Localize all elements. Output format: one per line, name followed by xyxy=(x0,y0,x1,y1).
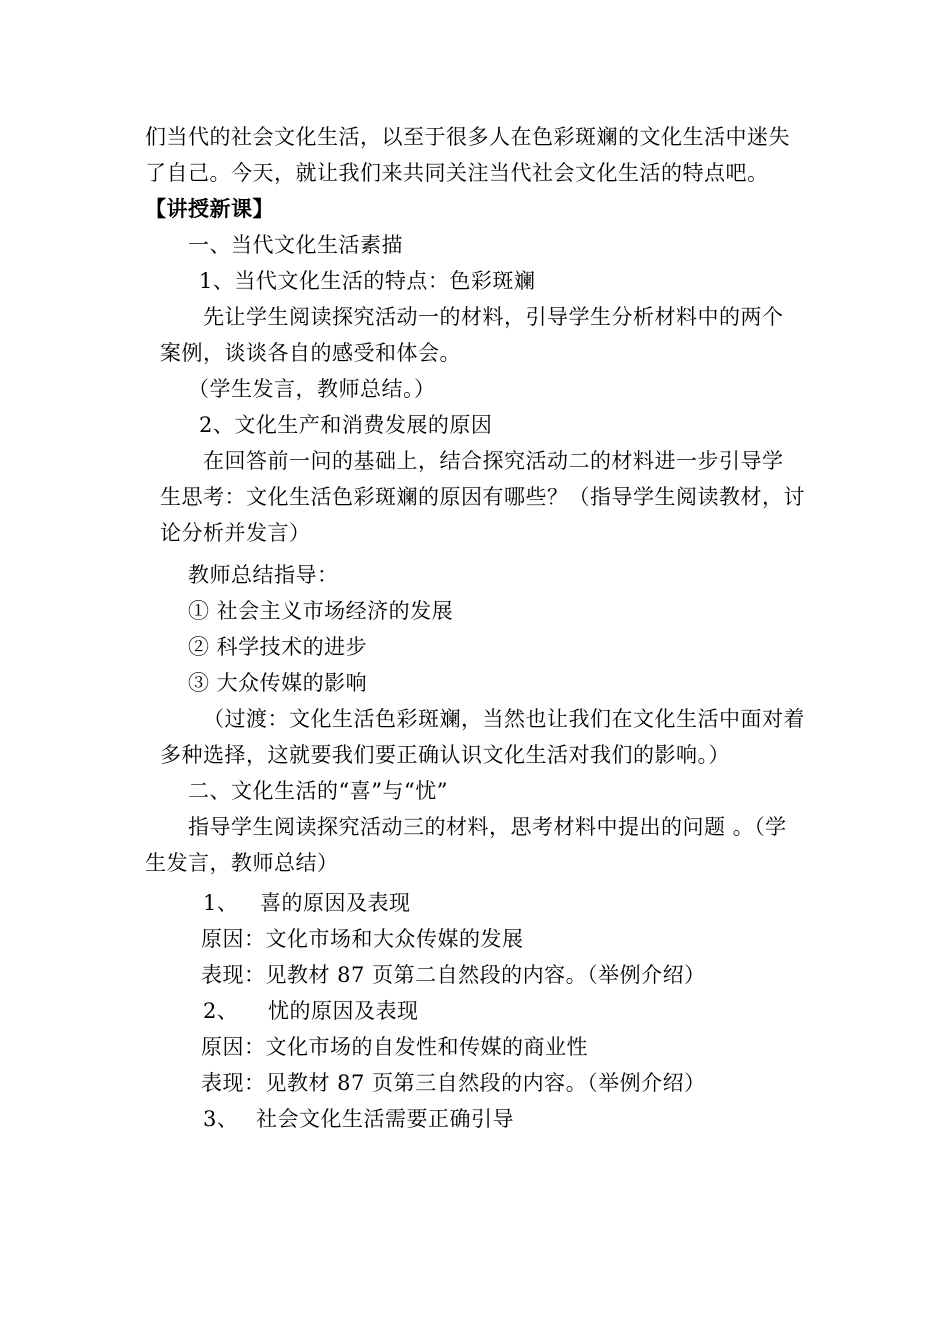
part1-note1: （学生发言，教师总结。） xyxy=(188,377,436,401)
part2-item1-show: 表现：见教材 87 页第二自然段的内容。（举例介绍） xyxy=(201,963,706,987)
reason-item-3: ③ 大众传媒的影响 xyxy=(188,671,368,695)
transition-line-2: 多种选择，这就要我们要正确认识文化生活对我们的影响。） xyxy=(160,743,730,767)
part2-item2-title: 忧的原因及表现 xyxy=(268,999,419,1023)
part2-item3-title: 社会文化生活需要正确引导 xyxy=(256,1107,514,1131)
part1-paragraph2-line1: 在回答前一问的基础上，结合探究活动二的材料进一步引导学 xyxy=(203,449,784,473)
part2-title: 二、文化生活的“喜”与“忧” xyxy=(188,779,448,803)
part1-item1: 1、当代文化生活的特点：色彩斑斓 xyxy=(199,269,536,293)
summary-label: 教师总结指导： xyxy=(188,563,339,587)
reason-item-2: ② 科学技术的进步 xyxy=(188,635,368,659)
part2-item3-number: 3、 xyxy=(203,1107,239,1131)
part2-item1-title: 喜的原因及表现 xyxy=(260,891,411,915)
part2-paragraph-line1: 指导学生阅读探究活动三的材料，思考材料中提出的问题 。（学 xyxy=(188,815,787,839)
part2-item1-cause: 原因：文化市场和大众传媒的发展 xyxy=(201,927,524,951)
part1-item2: 2、文化生产和消费发展的原因 xyxy=(199,413,493,437)
part1-paragraph1-line2: 案例，谈谈各自的感受和体会。 xyxy=(160,341,461,365)
section-heading: 【讲授新课】 xyxy=(145,196,274,221)
reason-item-1: ① 社会主义市场经济的发展 xyxy=(188,599,454,623)
part2-item2-show: 表现：见教材 87 页第三自然段的内容。（举例介绍） xyxy=(201,1071,706,1095)
transition-line-1: （过渡：文化生活色彩斑斓，当然也让我们在文化生活中面对着 xyxy=(203,707,805,731)
part1-paragraph2-line3: 论分析并发言） xyxy=(160,521,311,545)
part1-paragraph1-line1: 先让学生阅读探究活动一的材料，引导学生分析材料中的两个 xyxy=(203,305,784,329)
part2-paragraph-line2: 生发言，教师总结） xyxy=(145,851,339,875)
intro-line-1: 们当代的社会文化生活，以至于很多人在色彩斑斓的文化生活中迷失 xyxy=(145,125,790,149)
intro-line-2: 了自己。今天，就让我们来共同关注当代社会文化生活的特点吧。 xyxy=(145,161,769,185)
part1-title: 一、当代文化生活素描 xyxy=(188,233,403,257)
part2-item2-number: 2、 xyxy=(203,999,239,1023)
part2-item1-number: 1、 xyxy=(203,891,239,915)
part1-paragraph2-line2: 生思考：文化生活色彩斑斓的原因有哪些？（指导学生阅读教材，讨 xyxy=(160,485,805,509)
part2-item2-cause: 原因：文化市场的自发性和传媒的商业性 xyxy=(201,1035,588,1059)
